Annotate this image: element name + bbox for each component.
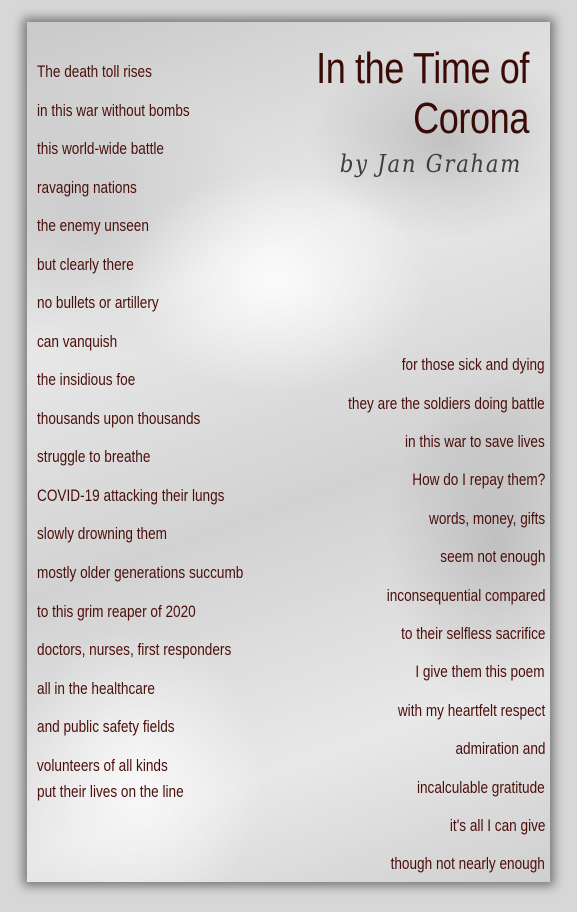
poem-line: struggle to breathe [37, 447, 151, 466]
poem-line: incalculable gratitude [417, 778, 545, 797]
poem-card [27, 22, 550, 882]
poem-line: for those sick and dying [402, 355, 545, 374]
poem-line: slowly drowning them [37, 524, 168, 543]
poem-author: by Jan Graham [339, 150, 522, 178]
poem-line: can vanquish [37, 332, 118, 351]
poem-line: words, money, gifts [428, 509, 545, 528]
poem-line: to their selfless sacrifice [400, 624, 545, 643]
poem-line: no bullets or artillery [37, 293, 159, 312]
poem-line: in this war to save lives [405, 432, 545, 451]
poem-line: the insidious foe [37, 370, 136, 389]
poem-line: I give them this poem [415, 662, 545, 681]
poem-line: in this war without bombs [37, 101, 190, 120]
poem-line: they are the soldiers doing battle [348, 394, 545, 413]
poem-line: How do I repay them? [411, 470, 545, 489]
poem-line: The death toll rises [37, 62, 152, 81]
poem-line: and public safety fields [37, 717, 175, 736]
poem-line: thousands upon thousands [37, 409, 201, 428]
poem-line: the enemy unseen [37, 216, 149, 235]
poem-line: seem not enough [439, 547, 545, 566]
poem-line: COVID-19 attacking their lungs [37, 486, 225, 505]
poem-line: inconsequential compared [386, 586, 545, 605]
poem-line: volunteers of all kinds [37, 756, 168, 775]
poem-line: admiration and [455, 739, 545, 758]
poem-line: mostly older generations succumb [37, 563, 244, 582]
poem-line: but clearly there [37, 255, 134, 274]
poem-line: though not nearly enough [390, 854, 545, 873]
poem-line: all in the healthcare [37, 679, 155, 698]
poem-title: In the Time of Corona [316, 44, 529, 143]
poem-line: with my heartfelt respect [397, 701, 545, 720]
poem-line: this world-wide battle [37, 139, 164, 158]
poem-line: doctors, nurses, first responders [37, 640, 232, 659]
poem-line: put their lives on the line [37, 782, 184, 801]
poem-line: to this grim reaper of 2020 [37, 602, 196, 621]
poem-line: it's all I can give [449, 816, 545, 835]
poem-line: ravaging nations [37, 178, 137, 197]
